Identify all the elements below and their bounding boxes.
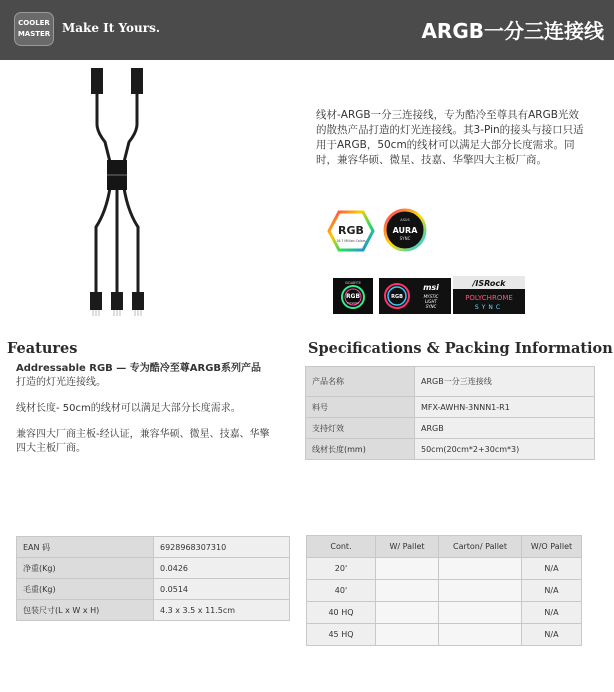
packing-cont: 40' bbox=[307, 580, 376, 602]
packing-empty-cell bbox=[439, 624, 522, 646]
logistics-value: 0.0426 bbox=[154, 558, 290, 579]
logistics-table bbox=[16, 536, 290, 621]
table-row bbox=[307, 558, 582, 580]
gigabyte-label: GIGABYTE bbox=[345, 281, 361, 285]
features-heading: Features bbox=[7, 340, 78, 357]
logistics-label: 包装尺寸(L x W x H) bbox=[17, 600, 154, 621]
gigabyte-rgb-fusion-icon bbox=[333, 278, 373, 314]
rgb-badge-text: RGB bbox=[338, 224, 364, 237]
packing-wo-pallet: N/A bbox=[522, 580, 582, 602]
feature-item-length: 线材长度- 50cm的线材可以满足大部分长度需求。 bbox=[16, 403, 241, 414]
aura-sub-text: SYNC bbox=[399, 236, 411, 241]
feature-item-compat: 兼容四大厂商主板-经认证，兼容华硕、微星、技嘉、华擎四大主板厂商。 bbox=[16, 429, 270, 454]
packing-cont: 20' bbox=[307, 558, 376, 580]
table-row bbox=[17, 600, 290, 621]
packing-empty-cell bbox=[376, 602, 439, 624]
gigabyte-rgb-text: RGB bbox=[345, 293, 361, 300]
packing-header: W/ Pallet bbox=[376, 536, 439, 558]
logistics-value: 6928968307310 bbox=[154, 537, 290, 558]
msi-sub3-text: SYNC bbox=[425, 304, 437, 309]
asrock-polychrome-text: POLYCHROME bbox=[465, 294, 513, 302]
logo-line-2: MASTER bbox=[17, 30, 51, 38]
asrock-logo-text: /ISRock bbox=[472, 279, 506, 288]
table-row bbox=[306, 367, 595, 397]
msi-sub1-text: MYSTIC bbox=[423, 294, 439, 299]
specs-table bbox=[305, 366, 595, 460]
spec-label: 支持灯效 bbox=[306, 418, 415, 439]
packing-header: Carton/ Pallet bbox=[439, 536, 522, 558]
spec-value: ARGB bbox=[415, 418, 595, 439]
spec-value: 50cm(20cm*2+30cm*3) bbox=[415, 439, 595, 460]
msi-mystic-light-icon bbox=[379, 278, 451, 314]
packing-empty-cell bbox=[439, 558, 522, 580]
table-row bbox=[17, 579, 290, 600]
feature-item-argb-bold: Addressable RGB — 专为酷冷至尊ARGB系列产品 bbox=[16, 363, 262, 374]
logistics-value: 0.0514 bbox=[154, 579, 290, 600]
packing-empty-cell bbox=[439, 602, 522, 624]
spec-value: ARGB一分三连接线 bbox=[415, 367, 595, 397]
rgb-badge-icon bbox=[327, 210, 375, 252]
logistics-label: EAN 码 bbox=[17, 537, 154, 558]
packing-empty-cell bbox=[376, 580, 439, 602]
table-row bbox=[307, 624, 582, 646]
table-row bbox=[306, 439, 595, 460]
feature-item-argb-rest: 打造的灯光连接线。 bbox=[16, 377, 106, 388]
table-row bbox=[307, 580, 582, 602]
logistics-label: 毛重(Kg) bbox=[17, 579, 154, 600]
gigabyte-fusion-text: FUSION bbox=[347, 301, 359, 305]
msi-sub2-text: LIGHT bbox=[425, 299, 437, 304]
spec-label: 产品名称 bbox=[306, 367, 415, 397]
packing-wo-pallet: N/A bbox=[522, 602, 582, 624]
header-bar bbox=[0, 0, 614, 60]
asrock-sync-text: SYNC bbox=[474, 304, 504, 311]
rgb-badge-sub: 16.7 Million Colors bbox=[336, 239, 366, 243]
page-title: ARGB一分三连接线 bbox=[421, 19, 604, 43]
packing-wo-pallet: N/A bbox=[522, 558, 582, 580]
packing-empty-cell bbox=[376, 558, 439, 580]
specs-heading: Specifications & Packing Information bbox=[308, 340, 613, 357]
msi-logo-text: msi bbox=[423, 283, 439, 292]
spec-value: MFX-AWHN-3NNN1-R1 bbox=[415, 397, 595, 418]
logistics-value: 4.3 x 3.5 x 11.5cm bbox=[154, 600, 290, 621]
packing-empty-cell bbox=[439, 580, 522, 602]
table-row bbox=[306, 397, 595, 418]
argb-cable-image bbox=[70, 62, 170, 318]
table-row bbox=[306, 418, 595, 439]
aura-top-text: ASUS bbox=[400, 218, 410, 222]
table-row bbox=[17, 558, 290, 579]
feature-item-argb bbox=[16, 362, 278, 390]
packing-cont: 45 HQ bbox=[307, 624, 376, 646]
features-list bbox=[16, 362, 278, 468]
logistics-label: 净重(Kg) bbox=[17, 558, 154, 579]
brand-tagline: Make It Yours. bbox=[62, 21, 161, 35]
packing-header: Cont. bbox=[307, 536, 376, 558]
packing-table bbox=[306, 535, 582, 646]
spec-label: 线材长度(mm) bbox=[306, 439, 415, 460]
asrock-polychrome-sync-icon bbox=[453, 276, 525, 314]
logo-line-1: COOLER bbox=[18, 19, 50, 27]
packing-empty-cell bbox=[376, 624, 439, 646]
packing-wo-pallet: N/A bbox=[522, 624, 582, 646]
packing-header: W/O Pallet bbox=[522, 536, 582, 558]
spec-label: 料号 bbox=[306, 397, 415, 418]
table-row bbox=[307, 602, 582, 624]
packing-cont: 40 HQ bbox=[307, 602, 376, 624]
asus-aura-sync-icon bbox=[383, 208, 427, 252]
table-header-row bbox=[307, 536, 582, 558]
cooler-master-logo bbox=[14, 12, 54, 46]
aura-text: AURA bbox=[392, 226, 418, 235]
table-row bbox=[17, 537, 290, 558]
msi-rgb-text: RGB bbox=[391, 294, 403, 300]
product-description: 线材-ARGB一分三连接线，专为酷冷至尊具有ARGB光效的散热产品打造的灯光连接线。其3-Pin的接头与接口只适用于ARGB，50cm的线材可以满足大部分长度需求。同时，兼容华硕、微星、技嘉、华擎四大主板厂商。 bbox=[316, 109, 584, 166]
